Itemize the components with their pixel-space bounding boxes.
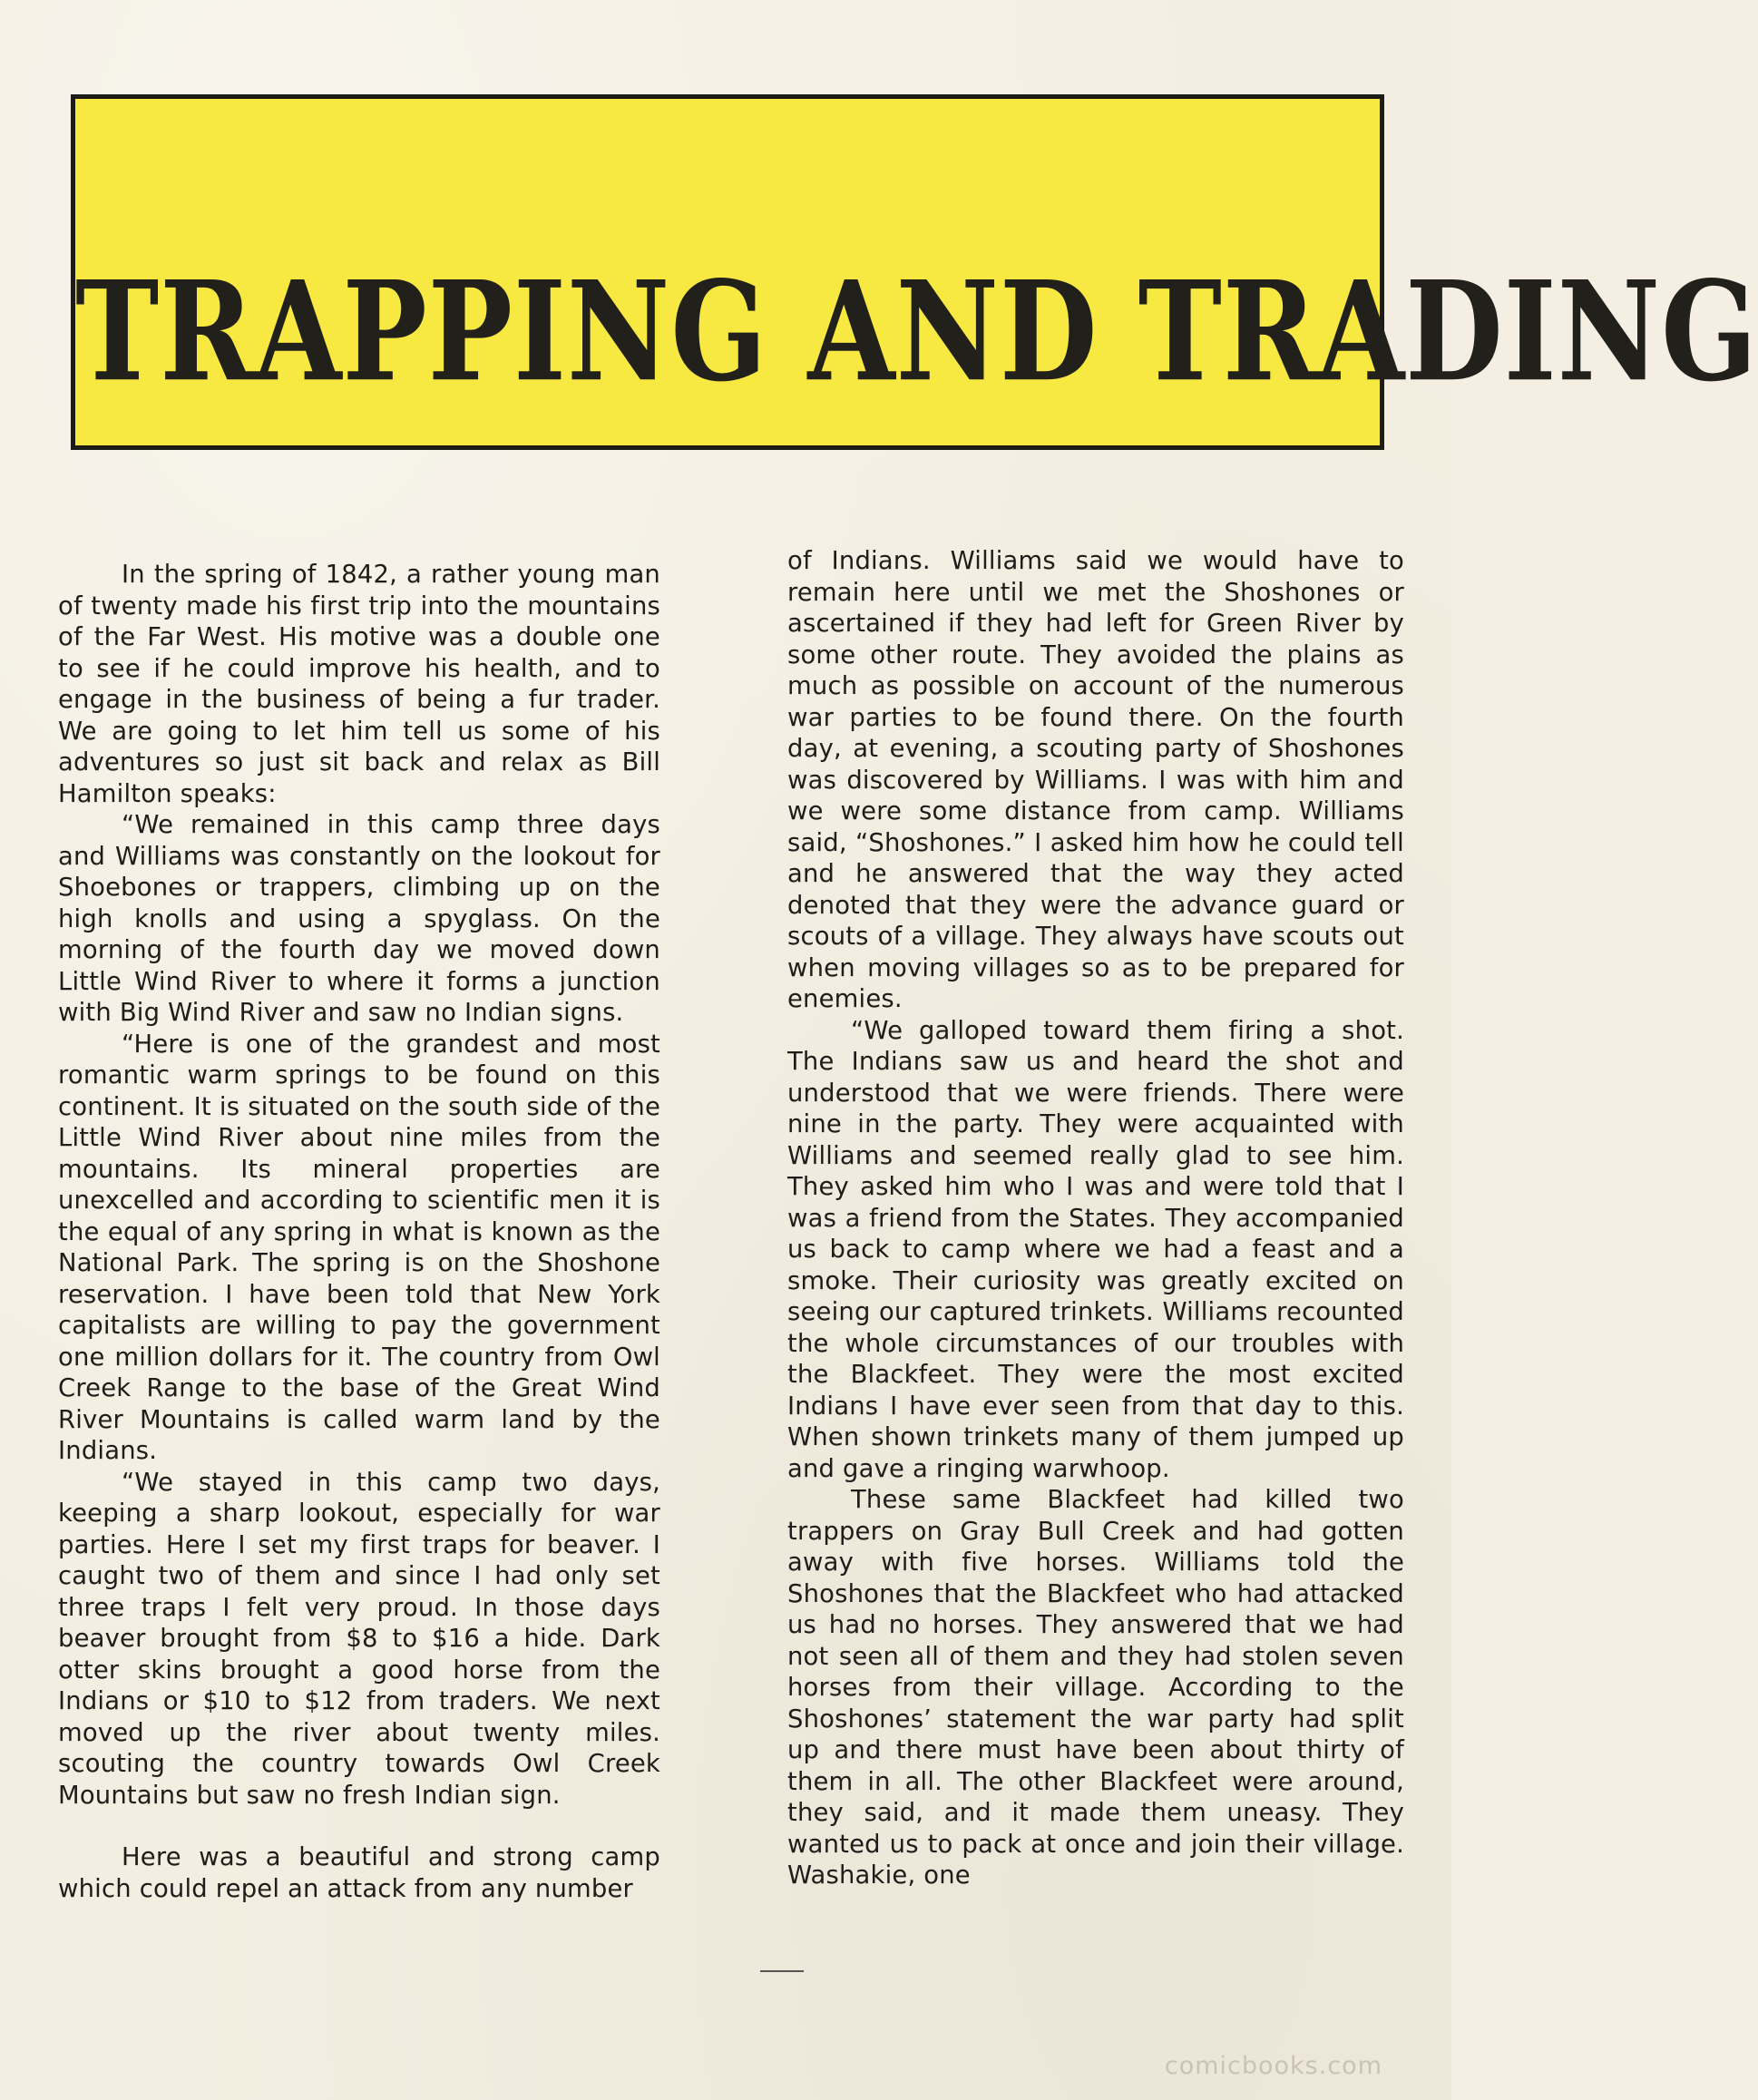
paragraph: These same Blackfeet had killed two trappers on Gray Bull Creek and had gotten away with five horses. Williams told the Shoshones that the Blackfeet who had attacked us had no horses. They answered that we had not seen all of them and they had stolen seven horses from their village. According to the Shoshones’ statement the war party had split up and there must have been about thirty of them in all. The other Blackfeet were around, they said, and it made them uneasy. They wanted us to pack at once and join their village. Washakie, one xyxy=(787,1486,1404,1890)
paragraph: “We remained in this camp three days and Williams was constantly on the lookout for Shoebones or trappers, climbing up on the high knolls and using a spyglass. On the morning of the fourth day we moved down Little Wind River to where it forms a junction with Big Wind River and saw no Indian signs. xyxy=(58,811,660,1027)
paragraph: Here was a beautiful and strong camp which could repel an attack from any number xyxy=(58,1843,660,1903)
title-banner xyxy=(71,94,1758,450)
paragraph: In the spring of 1842, a rather young man of twenty made his first trip into the mountains of the Far West. His motive was a double one to see if he could improve his health, and to engage in the business of being a fur trader. We are going to let him tell us some of his adventures so just sit back and relax as Bill Hamilton speaks: xyxy=(58,561,660,808)
left-text-column xyxy=(58,560,660,1905)
paragraph: “Here is one of the grandest and most romantic warm springs to be found on this continent. It is situated on the south side of the Little Wind River about nine miles from the mountains. Its mineral properties are unexcelled and according to scientific men it is the equal of any spring in what is known as the National Park. The spring is on the Shoshone reservation. I have been told that New York capitalists are willing to pay the government one million dollars for it. The country from Owl Creek Range to the base of the Great Wind River Mountains is called warm land by the Indians. xyxy=(58,1030,660,1465)
page-title: TRAPPING AND TRADING xyxy=(75,251,1758,413)
right-text-column xyxy=(787,546,1404,1892)
paragraph: “We stayed in this camp two days, keeping a sharp lookout, especially for war parties. Here I set my first traps for beaver. I caught two of them and since I had only set three traps I felt very proud. In those days beaver brought from $8 to $16 a hide. Dark otter skins brought a good horse from the Indians or $10 to $12 from traders. We next moved up the river about twenty miles. scouting the country towards Owl Creek Mountains but saw no fresh Indian sign. xyxy=(58,1468,660,1810)
paragraph: of Indians. Williams said we would have to remain here until we met the Shoshones or ascertained if they had left for Green River by some other route. They avoided the plains as much as possible on account of the numerous war parties to be found there. On the fourth day, at evening, a scouting party of Shoshones was discovered by Williams. I was with him and we were some distance from camp. Williams said, “Shoshones.” I asked him how he could tell and he answered that the way they acted denoted that they were the advance guard or scouts of a village. They always have scouts out when moving villages so as to be prepared for enemies. xyxy=(787,547,1404,1013)
paragraph: “We galloped toward them firing a shot. The Indians saw us and heard the shot and understood that we were friends. There were nine in the party. They were acquainted with Williams and seemed really glad to see him. They asked him who I was and were told that I was a friend from the States. They accompanied us back to camp where we had a feast and a smoke. Their curiosity was greatly excited on seeing our captured trinkets. Williams recounted the whole circumstances of our troubles with the Blackfeet. They were the most excited Indians I have ever seen from that day to this. When shown trinkets many of them jumped up and gave a ringing warwhoop. xyxy=(787,1016,1404,1483)
end-rule xyxy=(760,1970,804,1972)
watermark: comicbooks.com xyxy=(1164,2052,1382,2080)
